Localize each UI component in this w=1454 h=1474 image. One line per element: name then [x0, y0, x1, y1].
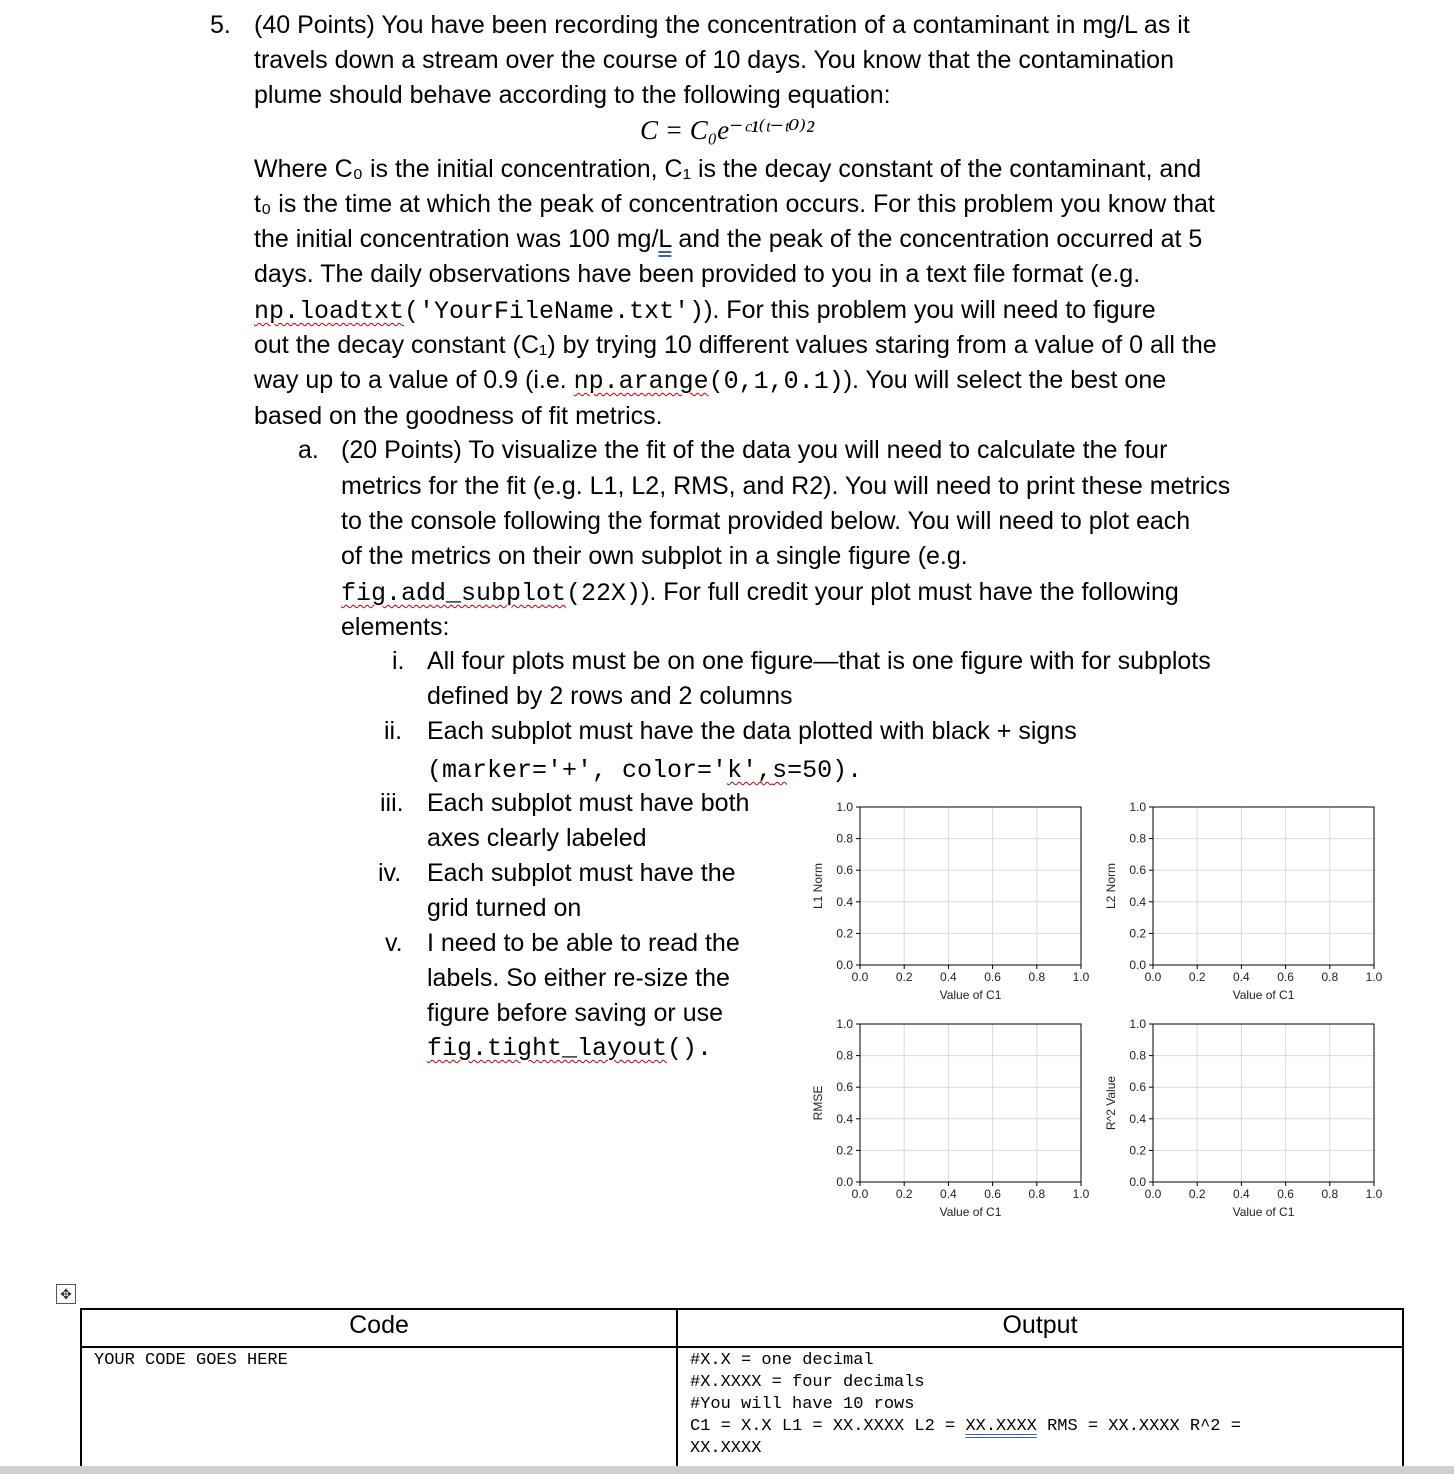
y-tick-label: 0.6	[836, 1080, 853, 1095]
days-line: days. The daily observations have been provided to you in a text file format (e.g.	[254, 260, 1141, 288]
y-tick-label: 0.2	[1129, 926, 1146, 941]
problem-line-3: plume should behave according to the following equation:	[254, 81, 891, 109]
y-tick-label: 0.8	[836, 831, 853, 846]
y-tick-label: 0.4	[836, 894, 853, 909]
y-tick-label: 1.0	[1129, 1017, 1146, 1031]
y-tick-label: 0.0	[836, 1175, 853, 1189]
output-line-2: #X.XXXX = four decimals	[690, 1373, 925, 1392]
output-line-3: #You will have 10 rows	[690, 1395, 915, 1414]
subplot-l2	[1104, 800, 1383, 1002]
x-tick-label: 0.2	[1188, 1187, 1206, 1201]
req-ii-line-1: Each subplot must have the data plotted with black + signs	[427, 717, 1077, 745]
axes-frame	[1153, 807, 1374, 965]
req-ii-code-line: (marker='+', color='k',s=50).	[427, 756, 863, 785]
y-tick-label: 0.8	[836, 1048, 853, 1063]
y-tick-label: 0.0	[1129, 958, 1146, 972]
axes-frame	[1153, 1024, 1374, 1182]
loadtxt-line: np.loadtxt('YourFileName.txt')). For this problem you will need to figure	[254, 296, 1156, 326]
x-tick-label: 0.8	[1321, 970, 1339, 984]
y-tick-label: 1.0	[1129, 800, 1146, 814]
subplot-r2	[1104, 1017, 1383, 1219]
y-tick-label: 0.8	[1129, 1048, 1146, 1063]
x-tick-label: 0.4	[1233, 970, 1250, 984]
req-iii-line-1: Each subplot must have both	[427, 789, 750, 817]
y-tick-label: 0.2	[836, 1143, 853, 1158]
req-ii-label: ii.	[384, 717, 403, 745]
part-a-line-1: (20 Points) To visualize the fit of the data you will need to calculate the four	[341, 436, 1168, 464]
subplot-rmse	[811, 1017, 1090, 1219]
x-tick-label: 0.2	[1188, 970, 1206, 984]
x-tick-label: 0.6	[984, 1187, 1001, 1201]
x-axis-label: Value of C1	[939, 988, 1002, 1002]
req-i-label: i.	[392, 647, 405, 675]
y-axis-label: R^2 Value	[1104, 1075, 1118, 1131]
code-header: Code	[81, 1309, 677, 1347]
output-line-1: #X.X = one decimal	[690, 1351, 874, 1370]
x-tick-label: 0.6	[1277, 970, 1294, 984]
code-cell[interactable]	[81, 1347, 677, 1467]
part-a-label: a.	[298, 436, 319, 464]
problem-line-2: travels down a stream over the course of 10 days. You know that the contamination	[254, 46, 1174, 74]
req-i-line-2: defined by 2 rows and 2 columns	[427, 682, 793, 710]
x-tick-label: 1.0	[1072, 970, 1090, 984]
window-bottom-bar	[0, 1466, 1454, 1474]
part-a-line-2: metrics for the fit (e.g. L1, L2, RMS, and R2). You will need to print these metrics	[341, 472, 1231, 500]
x-tick-label: 0.4	[1233, 1187, 1250, 1201]
x-tick-label: 0.6	[1277, 1187, 1294, 1201]
x-tick-label: 0.2	[895, 1187, 913, 1201]
y-tick-label: 0.0	[1129, 1175, 1146, 1189]
elements-line: elements:	[341, 613, 450, 641]
x-tick-label: 1.0	[1365, 1187, 1383, 1201]
x-tick-label: 0.4	[940, 970, 957, 984]
y-tick-label: 0.2	[836, 926, 853, 941]
x-tick-label: 1.0	[1072, 1187, 1090, 1201]
x-tick-label: 0.0	[851, 970, 869, 984]
y-tick-label: 0.4	[836, 1111, 853, 1126]
subplot-line: fig.add_subplot(22X)). For full credit your plot must have the following	[341, 578, 1179, 608]
y-axis-label: L2 Norm	[1104, 862, 1118, 910]
y-tick-label: 1.0	[836, 1017, 853, 1031]
y-tick-label: 0.2	[1129, 1143, 1146, 1158]
problem-line-1: (40 Points) You have been recording the concentration of a contaminant in mg/L as it	[254, 11, 1190, 39]
subplot-figure	[800, 795, 1400, 1235]
initial-line: the initial concentration was 100 mg/L and the peak of the concentration occurred at 5	[254, 225, 1203, 253]
y-tick-label: 0.6	[1129, 863, 1146, 878]
output-header: Output	[677, 1309, 1403, 1347]
x-axis-label: Value of C1	[1232, 988, 1295, 1002]
axes-frame	[860, 1024, 1081, 1182]
x-tick-label: 0.0	[851, 1187, 869, 1201]
req-iv-line-2: grid turned on	[427, 894, 582, 922]
based-line: based on the goodness of fit metrics.	[254, 402, 663, 430]
x-axis-label: Value of C1	[939, 1205, 1002, 1219]
req-iv-label: iv.	[378, 859, 402, 887]
y-tick-label: 0.4	[1129, 1111, 1146, 1126]
req-v-line-3: figure before saving or use	[427, 999, 724, 1027]
req-iii-label: iii.	[380, 789, 404, 817]
output-format-last: XX.XXXX	[690, 1439, 762, 1458]
y-axis-label: L1 Norm	[811, 862, 825, 910]
where-line-2: t₀ is the time at which the peak of concentration occurs. For this problem you know that	[254, 190, 1215, 218]
equation: C = C₀e⁻ᶜ¹⁽ᵗ⁻ᵗ⁰⁾²	[640, 115, 815, 145]
y-tick-label: 0.6	[836, 863, 853, 878]
y-tick-label: 0.8	[1129, 831, 1146, 846]
where-line-1: Where C₀ is the initial concentration, C₁ is the decay constant of the contaminant, and	[254, 155, 1202, 183]
arange-line: way up to a value of 0.9 (i.e. np.arange(0,1,0.1)). You will select the best one	[254, 366, 1167, 396]
axes-frame	[860, 807, 1081, 965]
y-tick-label: 1.0	[836, 800, 853, 814]
y-tick-label: 0.4	[1129, 894, 1146, 909]
x-tick-label: 0.8	[1321, 1187, 1339, 1201]
y-tick-label: 0.0	[836, 958, 853, 972]
x-tick-label: 0.8	[1028, 1187, 1046, 1201]
x-axis-label: Value of C1	[1232, 1205, 1295, 1219]
x-tick-label: 0.4	[940, 1187, 957, 1201]
req-v-code-line: fig.tight_layout().	[427, 1034, 713, 1063]
req-v-line-1: I need to be able to read the	[427, 929, 740, 957]
decay-line: out the decay constant (C₁) by trying 10 different values staring from a value of 0 all the	[254, 331, 1217, 359]
y-tick-label: 0.6	[1129, 1080, 1146, 1095]
x-tick-label: 0.0	[1144, 1187, 1162, 1201]
x-tick-label: 1.0	[1365, 970, 1383, 984]
req-iv-line-1: Each subplot must have the	[427, 859, 736, 887]
problem-number: 5.	[210, 11, 231, 39]
output-format-line: C1 = X.X L1 = XX.XXXX L2 = XX.XXXX RMS = XX.XXXX R^2 =	[690, 1417, 1241, 1436]
req-iii-line-2: axes clearly labeled	[427, 824, 647, 852]
answer-table	[80, 1308, 1404, 1468]
output-cell[interactable]	[677, 1347, 1403, 1467]
req-v-label: v.	[385, 929, 403, 957]
subplot-l1	[811, 800, 1090, 1002]
part-a-line-3: to the console following the format provided below. You will need to plot each	[341, 507, 1191, 535]
x-tick-label: 0.2	[895, 970, 913, 984]
req-v-line-2: labels. So either re-size the	[427, 964, 730, 992]
move-handle-icon[interactable]: ✥	[56, 1284, 76, 1304]
part-a-line-4: of the metrics on their own subplot in a single figure (e.g.	[341, 542, 968, 570]
y-axis-label: RMSE	[811, 1085, 825, 1121]
x-tick-label: 0.0	[1144, 970, 1162, 984]
code-placeholder: YOUR CODE GOES HERE	[94, 1351, 288, 1370]
x-tick-label: 0.8	[1028, 970, 1046, 984]
x-tick-label: 0.6	[984, 970, 1001, 984]
req-i-line-1: All four plots must be on one figure—that is one figure with for subplots	[427, 647, 1211, 675]
